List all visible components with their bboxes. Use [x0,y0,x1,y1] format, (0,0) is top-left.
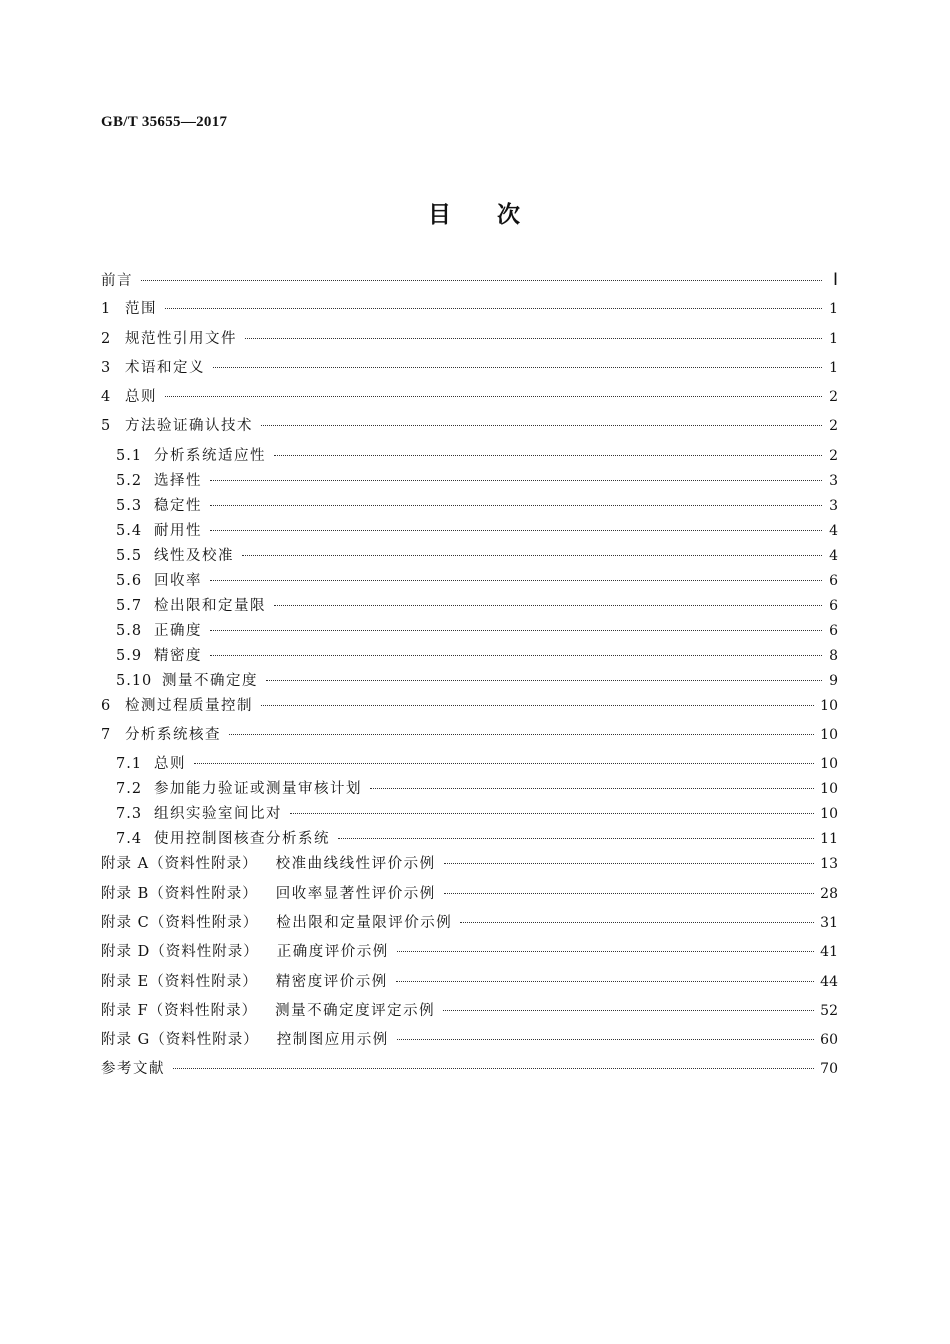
dot-leader [261,425,822,426]
toc-entry-label: 稳定性 [154,497,202,514]
toc-entry-label: 检出限和定量限 [154,597,266,614]
dot-leader [338,838,814,839]
toc-entry-label: 检测过程质量控制 [125,697,253,714]
toc-entry-5-7[interactable] [101,596,838,621]
dot-leader [370,788,814,789]
toc-entry-3[interactable] [101,358,838,387]
toc-entry-5[interactable] [101,416,838,445]
toc-entry-page: 10 [820,697,838,714]
toc-entry-label: 回收率 [154,572,202,589]
toc-entry-label: 分析系统核查 [125,727,221,744]
toc-entry-label: 线性及校准 [154,547,234,564]
toc-entry-page: 9 [829,672,838,689]
toc-entry-page: 10 [820,727,838,744]
toc-entry-page: 11 [820,831,838,848]
toc-entry-page: 60 [820,1032,838,1049]
dot-leader [210,530,822,531]
toc-entry-7[interactable] [101,725,838,754]
toc-entry-6[interactable] [101,696,838,725]
appendix-heading: 附录 D（资料性附录） [101,944,259,961]
toc-entry-page: 2 [829,418,838,435]
appendix-title: 控制图应用示例 [276,1032,389,1049]
toc-entry-references[interactable] [101,1059,838,1088]
toc-entry-7-2[interactable] [101,779,838,804]
toc-entry-number: 7.2 [116,781,143,798]
toc-entry-label: 参考文献 [101,1061,165,1078]
appendix-title: 校准曲线线性评价示例 [275,856,436,873]
dot-leader [444,863,815,864]
toc-entry-label: 总则 [125,389,157,406]
dot-leader [460,922,814,923]
dot-leader [242,555,822,556]
toc-entry-5-8[interactable] [101,621,838,646]
dot-leader [165,396,822,397]
toc-entry-7-1[interactable] [101,754,838,779]
title-part-2: 次 [497,202,522,228]
toc-appendix-c[interactable] [101,913,838,942]
toc-entry-page: 3 [829,497,838,514]
standard-code: GB/T 35655—2017 [101,114,228,130]
toc-appendix-d[interactable] [101,942,838,971]
toc-entry-number: 1 [101,301,112,318]
toc-entry-page: 4 [829,522,838,539]
toc-entry-5-5[interactable] [101,546,838,571]
toc-entry-foreword[interactable] [101,270,838,299]
toc-entry-number: 5.9 [116,647,143,664]
appendix-title: 测量不确定度评定示例 [275,1002,436,1019]
toc-entry-page: Ⅰ [832,270,838,289]
toc-entry-label: 方法验证确认技术 [125,418,253,435]
toc-entry-page: 6 [829,622,838,639]
toc-entry-page: 8 [829,647,838,664]
dot-leader [245,338,822,339]
toc-entry-5-6[interactable] [101,571,838,596]
toc-entry-label: 前言 [101,273,133,289]
appendix-heading: 附录 E（资料性附录） [101,973,258,990]
toc-entry-number: 5.5 [116,547,143,564]
toc-entry-4[interactable] [101,387,838,416]
dot-leader [261,705,814,706]
toc-appendix-a[interactable] [101,854,838,883]
toc-entry-7-3[interactable] [101,804,838,829]
toc-entry-5-10[interactable] [101,671,838,696]
dot-leader [266,680,822,681]
toc-entry-2[interactable] [101,329,838,358]
toc-entry-number: 5 [101,418,112,435]
appendix-heading: 附录 C（资料性附录） [101,914,259,931]
toc-entry-5-2[interactable] [101,471,838,496]
page-title [0,196,950,229]
toc-entry-label: 组织实验室间比对 [154,806,282,823]
appendix-heading: 附录 A（资料性附录） [101,856,258,873]
toc-entry-number: 5.8 [116,622,143,639]
toc-entry-page: 10 [820,756,838,773]
toc-entry-page: 2 [829,389,838,406]
title-part-1: 目 [428,202,453,228]
toc-appendix-b[interactable] [101,884,838,913]
toc-entry-page: 28 [820,885,838,902]
toc-entry-page: 3 [829,472,838,489]
toc-appendix-g[interactable] [101,1030,838,1059]
toc-entry-label: 耐用性 [154,522,202,539]
toc-appendix-e[interactable] [101,972,838,1001]
toc-entry-5-1[interactable] [101,446,838,471]
toc-entry-5-4[interactable] [101,521,838,546]
toc-entry-label: 测量不确定度 [162,672,258,689]
appendix-heading: 附录 G（资料性附录） [101,1032,259,1049]
toc-entry-label: 正确度 [154,622,202,639]
toc-entry-page: 31 [820,914,838,931]
toc-entry-number: 2 [101,330,112,347]
table-of-contents [101,270,838,1089]
toc-entry-page: 10 [820,781,838,798]
dot-leader [210,630,822,631]
dot-leader [274,455,822,456]
toc-entry-number: 3 [101,359,112,376]
toc-entry-1[interactable] [101,299,838,328]
dot-leader [213,367,822,368]
toc-entry-number: 5.3 [116,497,143,514]
dot-leader [173,1068,814,1069]
toc-entry-number: 7.3 [116,806,143,823]
dot-leader [229,734,814,735]
toc-entry-page: 70 [820,1061,838,1078]
toc-entry-label: 精密度 [154,647,202,664]
toc-entry-number: 5.1 [116,447,143,464]
toc-entry-page: 6 [829,597,838,614]
dot-leader [194,763,814,764]
appendix-title: 正确度评价示例 [276,944,389,961]
dot-leader [141,280,822,281]
toc-entry-label: 术语和定义 [125,359,205,376]
toc-entry-number: 5.6 [116,572,143,589]
toc-entry-number: 5.4 [116,522,143,539]
toc-entry-5-9[interactable] [101,646,838,671]
toc-entry-number: 7.4 [116,831,143,848]
toc-entry-label: 使用控制图核查分析系统 [154,831,330,848]
toc-entry-page: 13 [820,856,838,873]
toc-entry-page: 2 [829,447,838,464]
appendix-title: 检出限和定量限评价示例 [276,914,453,931]
dot-leader [210,505,822,506]
dot-leader [274,605,822,606]
toc-entry-number: 5.10 [116,672,153,689]
toc-entry-7-4[interactable] [101,829,838,854]
toc-entry-page: 10 [820,806,838,823]
toc-entry-page: 52 [820,1002,838,1019]
toc-entry-number: 7 [101,727,112,744]
toc-entry-5-3[interactable] [101,496,838,521]
toc-entry-page: 44 [820,973,838,990]
toc-entry-number: 5.2 [116,472,143,489]
dot-leader [210,655,822,656]
toc-entry-page: 6 [829,572,838,589]
dot-leader [396,981,814,982]
toc-appendix-f[interactable] [101,1001,838,1030]
dot-leader [444,893,814,894]
dot-leader [210,580,822,581]
toc-entry-page: 1 [829,359,838,376]
appendix-title: 精密度评价示例 [275,973,388,990]
toc-entry-page: 1 [829,301,838,318]
dot-leader [290,813,814,814]
appendix-heading: 附录 F（资料性附录） [101,1002,258,1019]
toc-entry-number: 5.7 [116,597,143,614]
toc-entry-number: 4 [101,389,112,406]
toc-entry-label: 规范性引用文件 [125,330,237,347]
toc-entry-label: 总则 [154,756,186,773]
toc-entry-label: 范围 [125,301,157,318]
dot-leader [443,1010,814,1011]
toc-entry-label: 选择性 [154,472,202,489]
dot-leader [397,951,814,952]
toc-entry-number: 7.1 [116,756,143,773]
appendix-title: 回收率显著性评价示例 [275,885,436,902]
toc-entry-page: 1 [829,330,838,347]
toc-entry-page: 4 [829,547,838,564]
toc-entry-page: 41 [820,944,838,961]
toc-entry-label: 参加能力验证或测量审核计划 [154,781,362,798]
toc-entry-label: 分析系统适应性 [154,447,266,464]
appendix-heading: 附录 B（资料性附录） [101,885,258,902]
dot-leader [210,480,822,481]
dot-leader [165,308,822,309]
dot-leader [397,1039,814,1040]
toc-entry-number: 6 [101,697,112,714]
